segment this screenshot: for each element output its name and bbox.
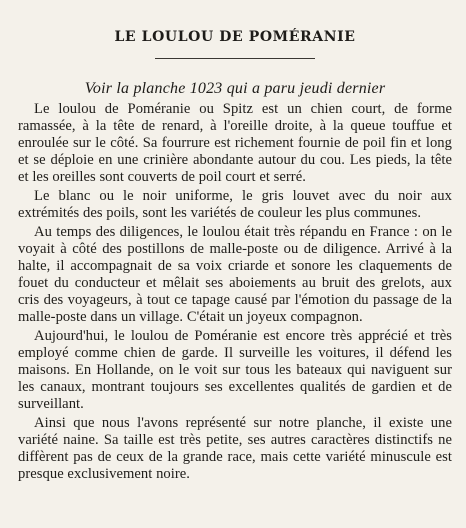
paragraph-1: Le loulou de Poméranie ou Spitz est un chien court, de forme ramassée, à la tête de renard, à l'oreille droite, à la queue touffue et enroulée sur le côté. Sa fourrure est richement fournie de poil fin et long et se déploie en une crinière abondante autour du cou. Les pieds, la tête et les oreilles sont couverts de poil court et serré. [18,101,452,185]
title-divider [155,58,315,59]
paragraph-2: Le blanc ou le noir uniforme, le gris louvet avec du noir aux extrémités des poils, sont les variétés de couleur les plus communes. [18,188,452,221]
article-subtitle: Voir la planche 1023 qui a paru jeudi dernier [84,80,386,97]
paragraph-4: Aujourd'hui, le loulou de Poméranie est encore très apprécié et très employé comme chien de garde. Il surveille les voitures, il défend les maisons. En Hollande, on le voit sur tous les bateaux qui naviguent sur les canaux, montrant toujours ses excellentes qualités de gardien et de surveillant. [18,328,452,412]
article-title: LE LOULOU DE POMÉRANIE [114,29,356,45]
paragraph-5: Ainsi que nous l'avons représenté sur notre planche, il existe une variété naine. Sa taille est très petite, ses autres caractères distinctifs ne diffèrent pas de ceux de la grande race, mais cette variété minuscule est presque exclusivement noire. [18,415,452,482]
paragraph-3: Au temps des diligences, le loulou était très répandu en France : on le voyait à côté des postillons de malle-poste ou de diligence. Arrivé à la halte, il accompagnait de sa voix criarde et sonore les claquements de fouet du conducteur et mêlait ses aboiements au bruit des grelots, aux cris des voyageurs, à tout ce tapage causé par l'émotion du passage de la malle-poste dans un village. C'était un joyeux compagnon. [18,224,452,325]
